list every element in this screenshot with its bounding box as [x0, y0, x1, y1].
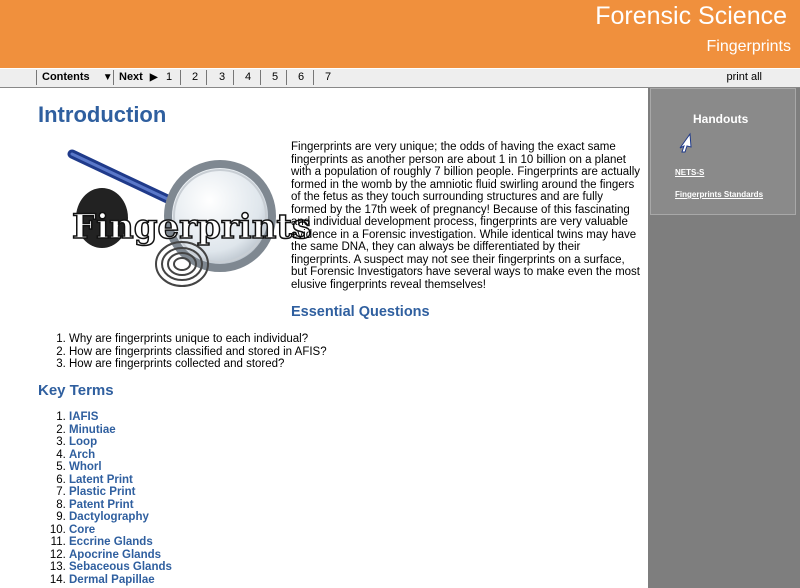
fingerprints-magnifier-image	[50, 146, 312, 296]
list-item	[69, 436, 172, 449]
key-term-link[interactable]: Apocrine Glands	[69, 548, 162, 561]
nav-separator	[180, 70, 181, 85]
page-link-1[interactable]: 1	[166, 71, 173, 83]
key-terms-list	[38, 411, 172, 586]
list-item	[69, 474, 172, 487]
key-term-link[interactable]: IAFIS	[69, 411, 99, 423]
page-link-5[interactable]: 5	[272, 71, 279, 83]
key-term-link[interactable]: Core	[69, 523, 96, 536]
list-item: 1. Why are fingerprints unique to each individual?	[69, 333, 327, 346]
main-content	[0, 88, 648, 588]
key-term-link[interactable]: Sebaceous Glands	[69, 561, 172, 573]
key-term-link[interactable]: Patent Print	[69, 498, 134, 511]
nav-separator	[113, 70, 114, 85]
key-term-link[interactable]: Latent Print	[69, 473, 133, 486]
list-item	[69, 561, 172, 574]
intro-heading: Introduction	[38, 102, 167, 127]
handouts-title: Handouts	[693, 112, 749, 126]
page-link-2[interactable]: 2	[192, 71, 199, 83]
nav-separator	[286, 70, 287, 85]
sidebar	[648, 88, 800, 588]
list-item	[69, 486, 172, 499]
next-button[interactable]	[119, 71, 158, 83]
site-subtitle: Fingerprints	[706, 38, 791, 55]
page-link-7[interactable]: 7	[325, 71, 332, 83]
list-item	[69, 411, 172, 424]
nav-bar	[0, 68, 800, 88]
list-item	[69, 461, 172, 474]
essential-questions-heading: Essential Questions	[291, 304, 430, 320]
list-item: 2. How are fingerprints classified and stored in AFIS?	[69, 346, 327, 359]
fingerprints-standards-link[interactable]: Fingerprints Standards	[675, 190, 764, 199]
key-term-link[interactable]: Loop	[69, 436, 98, 448]
list-item	[69, 499, 172, 512]
key-term-link[interactable]: Eccrine Glands	[69, 536, 153, 548]
nav-separator	[36, 70, 37, 85]
list-item	[69, 449, 172, 462]
triangle-down-icon: ▼	[102, 72, 113, 83]
handouts-box	[650, 88, 796, 215]
print-all-link[interactable]: print all	[726, 71, 762, 83]
site-header	[0, 0, 800, 68]
key-term-link[interactable]: Whorl	[69, 461, 102, 473]
list-item	[69, 524, 172, 537]
contents-label: Contents	[42, 71, 90, 83]
nav-separator	[260, 70, 261, 85]
triangle-right-icon: ▶	[149, 72, 158, 83]
key-term-link[interactable]: Minutiae	[69, 423, 116, 436]
site-title: Forensic Science	[595, 2, 787, 30]
page-link-4[interactable]: 4	[245, 71, 252, 83]
contents-menu-button[interactable]	[42, 71, 113, 83]
key-terms-heading: Key Terms	[38, 382, 114, 399]
list-item	[69, 549, 172, 562]
cursor-arrow-icon[interactable]	[677, 133, 693, 153]
nav-separator	[313, 70, 314, 85]
nav-separator	[206, 70, 207, 85]
image-word: Fingerprints	[72, 207, 312, 247]
key-term-link[interactable]: Plastic Print	[69, 486, 136, 498]
nav-separator	[233, 70, 234, 85]
key-term-link[interactable]: Arch	[69, 448, 96, 461]
list-item	[69, 536, 172, 549]
list-item	[69, 424, 172, 437]
nets-s-link[interactable]: NETS-S	[675, 168, 705, 177]
page-link-3[interactable]: 3	[219, 71, 226, 83]
list-item	[69, 574, 172, 587]
intro-paragraph: Fingerprints are very unique; the odds of having the exact same fingerprints as another person are about 1 in 10 billion on a planet with a population of roughly 7 billion people. Fingerprints are actually formed in the womb by the amniotic fluid swirling around the fingers of the fetus as they touch surrounding structures and are fully formed by the 17th week of pregnancy! Because of this fascinating and individual development process, fingerprints are very valuable evidence in a Forensic investigation. While identical twins may have the same DNA, they can always be differentiated by their fingerprints. A suspect may not see their fingerprints on a surface, but Forensic Investigators have several ways to make even the most elusive fingerprints reveal themselves!	[291, 141, 641, 291]
key-term-link[interactable]: Dermal Papillae	[69, 573, 155, 586]
page-link-6[interactable]: 6	[298, 71, 305, 83]
list-item	[69, 511, 172, 524]
list-item: 3. How are fingerprints collected and stored?	[69, 358, 327, 371]
key-term-link[interactable]: Dactylography	[69, 511, 149, 523]
next-label: Next	[119, 71, 143, 83]
essential-questions-list	[38, 333, 327, 371]
